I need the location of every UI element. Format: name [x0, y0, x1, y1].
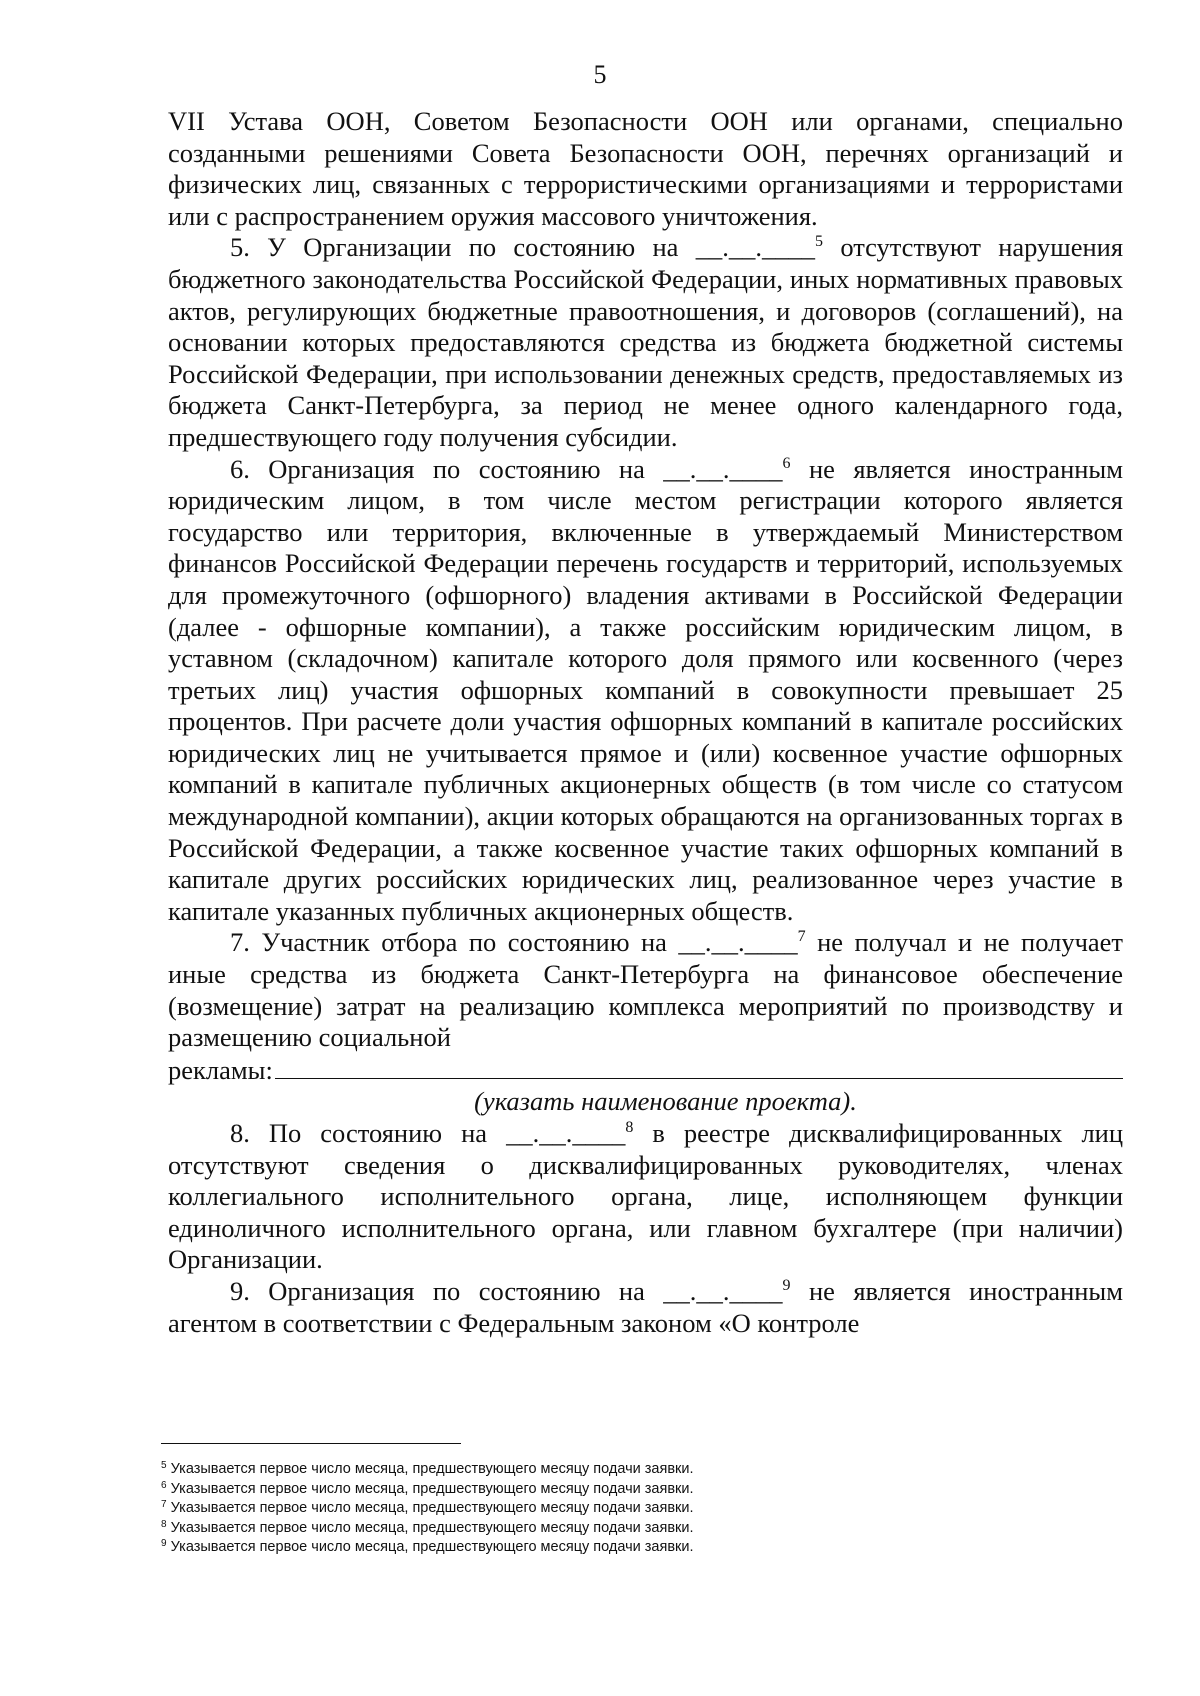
- footnote-ref-5: 5: [815, 233, 823, 251]
- paragraph-9-text: не является иностранным агентом в соответствии с Федеральным законом «О контроле: [168, 1275, 1124, 1338]
- paragraph-5: [168, 232, 1123, 453]
- paragraph-9: [168, 1276, 1123, 1339]
- footnote-7: [161, 1499, 961, 1519]
- paragraph-7-lead: 7. Участник отбора по состоянию на: [230, 927, 667, 958]
- footnote-mark: 7: [161, 1499, 167, 1510]
- footnote-text: Указывается первое число месяца, предшествующего месяцу подачи заявки.: [170, 1500, 694, 1516]
- footnotes: [161, 1460, 961, 1558]
- paragraph-8-lead: 8. По состоянию на: [230, 1118, 488, 1148]
- footnote-ref-7: 7: [797, 928, 806, 946]
- footnote-ref-8: 8: [625, 1119, 634, 1136]
- paragraph-6: [168, 454, 1123, 928]
- project-name-hint: (указать наименование проекта).: [474, 1086, 857, 1117]
- paragraph-8-text: в реестре дисквалифицированных лиц отсутствуют сведения о дисквалифицированных руководителях, членах коллегиального исполнительного органа, лице, исполняющем функции единоличного исполнительного органа, или главном бухгалтере (при наличии) Организации.: [168, 1118, 1124, 1275]
- footnote-mark: 5: [161, 1460, 167, 1471]
- paragraph-continuation: VII Устава ООН, Советом Безопасности ООН или органами, специально созданными решениями Совета Безопасности ООН, перечнях организаций и физических лиц, связанных с террористическими организациями и террористами или с распространением оружия массового уничтожения.: [168, 106, 1123, 231]
- footnote-text: Указывается первое число месяца, предшествующего месяцу подачи заявки.: [170, 1480, 694, 1497]
- paragraph-6-lead: 6. Организация по состоянию на: [230, 453, 645, 484]
- date-blank: __.__.____: [506, 1118, 626, 1148]
- paragraph-7: [168, 927, 1123, 1053]
- paragraph-5-lead: 5. У Организации по состоянию на: [230, 232, 679, 263]
- project-name-field: [168, 1054, 1123, 1087]
- footnote-5: [161, 1460, 961, 1480]
- date-blank: __.__.____: [695, 232, 815, 263]
- page-number: 5: [593, 60, 607, 89]
- paragraph-7-text: не получал и не получает иные средства из бюджета Санкт-Петербурга на финансовое обеспечение (возмещение) затрат на реализацию комплекса мероприятий по производству и размещению социальной: [168, 927, 1124, 1053]
- paragraph-5-text: отсутствуют нарушения бюджетного законодательства Российской Федерации, иных нормативных правовых актов, регулирующих бюджетные правоотношения, и договоров (соглашений), на основании которых предоставляются средства из бюджета бюджетной системы Российской Федерации, при использовании денежных средств, предоставляемых из бюджета Санкт-Петербурга, за период не менее одного календарного года, предшествующего году получения субсидии.: [168, 232, 1124, 452]
- paragraph-8: [168, 1118, 1123, 1276]
- footnote-text: Указывается первое число месяца, предшествующего месяцу подачи заявки.: [170, 1539, 694, 1555]
- footnote-text: Указывается первое число месяца, предшествующего месяцу подачи заявки.: [170, 1461, 694, 1477]
- footnote-separator: [161, 1443, 461, 1444]
- date-blank: __.__.____: [663, 453, 783, 484]
- footnote-ref-9: 9: [782, 1276, 791, 1294]
- paragraph-9-lead: 9. Организация по состоянию на: [230, 1275, 645, 1306]
- footnote-ref-6: 6: [782, 454, 791, 472]
- project-name-label: рекламы:: [168, 1054, 273, 1085]
- footnote-8: [161, 1519, 961, 1539]
- footnote-9: [161, 1538, 961, 1558]
- footnote-6: [161, 1480, 961, 1500]
- project-name-underline: [275, 1054, 1123, 1079]
- paragraph-6-text: не является иностранным юридическим лицом, в том числе местом регистрации которого является государство или территория, включенные в утверждаемый Министерством финансов Российской Федерации перечень государств и территорий, используемых для промежуточного (офшорного) владения активами в Российской Федерации (далее - офшорные компании), а также российским юридическим лицом, в уставном (складочном) капитале которого доля прямого или косвенного (через третьих лиц) участия офшорных компаний в совокупности превышает 25 процентов. При расчете доли участия офшорных компаний в капитале российских юридических лиц не учитывается прямое и (или) косвенное участие офшорных компаний в капитале публичных акционерных обществ (в том числе со статусом международной компании), акции которых обращаются на организованных торгах в Российской Федерации, а также косвенное участие таких офшорных компаний в капитале других российских юридических лиц, реализованное через участие в капитале указанных публичных акционерных обществ.: [168, 453, 1124, 926]
- footnote-mark: 9: [161, 1538, 167, 1549]
- date-blank: __.__.____: [663, 1275, 783, 1306]
- footnote-mark: 6: [161, 1479, 167, 1491]
- footnote-mark: 8: [161, 1518, 167, 1530]
- date-blank: __.__.____: [678, 927, 798, 958]
- footnote-text: Указывается первое число месяца, предшествующего месяцу подачи заявки.: [170, 1519, 694, 1536]
- document-body: [168, 106, 1123, 1339]
